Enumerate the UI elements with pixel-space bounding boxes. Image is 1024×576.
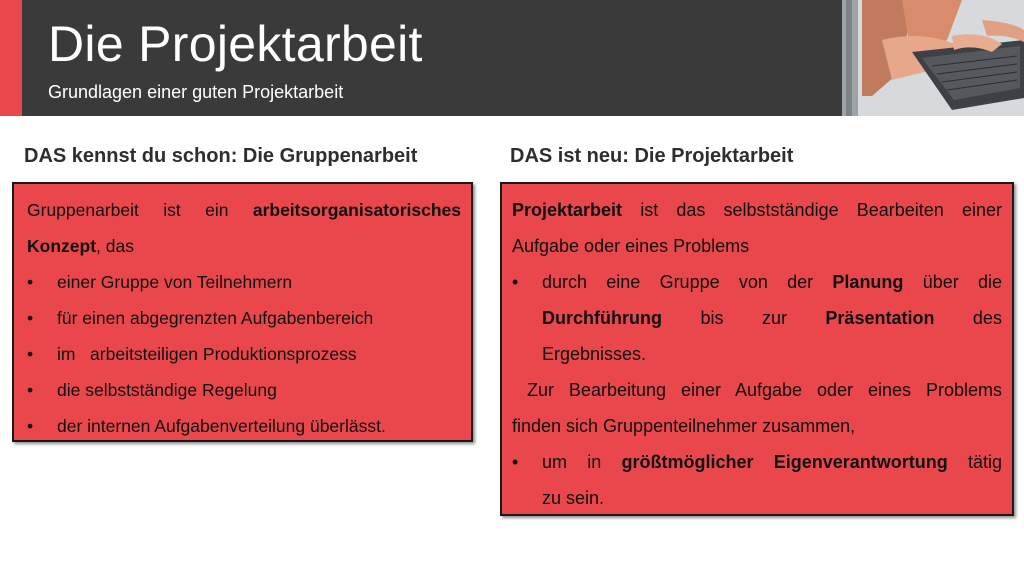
list-item-continuation: zu sein.: [542, 488, 605, 508]
group-work-intro: Gruppenarbeit ist ein arbeitsorganisatorisches: [27, 200, 461, 220]
laptop-photo: [842, 0, 1024, 116]
laptop-hands-image: [842, 0, 1024, 116]
list-item-continuation: Ergebnisses.: [542, 344, 647, 364]
project-work-intro-line2: Aufgabe oder eines Problems: [512, 236, 750, 256]
group-work-box: [12, 182, 473, 442]
list-item: • einer Gruppe von Teilnehmern: [27, 264, 461, 300]
project-work-paragraph: Zur Bearbeitung einer Aufgabe oder eines Problems: [512, 380, 1002, 400]
header-banner: [0, 0, 1024, 116]
slide-subtitle: Grundlagen einer guten Projektarbeit: [48, 82, 344, 102]
accent-bar: [0, 0, 22, 116]
left-column-heading: DAS kennst du schon: Die Gruppenarbeit: [24, 145, 418, 167]
list-item: • die selbstständige Regelung: [27, 372, 461, 408]
list-item: • für einen abgegrenzten Aufgabenbereich: [27, 300, 461, 336]
project-work-intro: Projektarbeit ist das selbstständige Bearbeiten einer: [512, 200, 1002, 220]
project-work-paragraph-line2: finden sich Gruppenteilnehmer zusammen,: [512, 416, 856, 436]
list-item: • im arbeitsteiligen Produktionsprozess: [27, 336, 461, 372]
group-work-intro-line2: Konzept, das: [27, 236, 134, 256]
list-item-continuation: Durchführung bis zur Präsentation des: [542, 308, 1002, 328]
project-work-box: [500, 182, 1014, 516]
slide-title: Die Projektarbeit: [48, 16, 423, 72]
list-item: • der internen Aufgabenverteilung überlässt.: [27, 408, 461, 444]
list-item: • um in größtmöglicher Eigenverantwortung tätig: [512, 444, 1002, 480]
list-item: • durch eine Gruppe von der Planung über die: [512, 264, 1002, 300]
right-column-heading: DAS ist neu: Die Projektarbeit: [510, 145, 794, 167]
